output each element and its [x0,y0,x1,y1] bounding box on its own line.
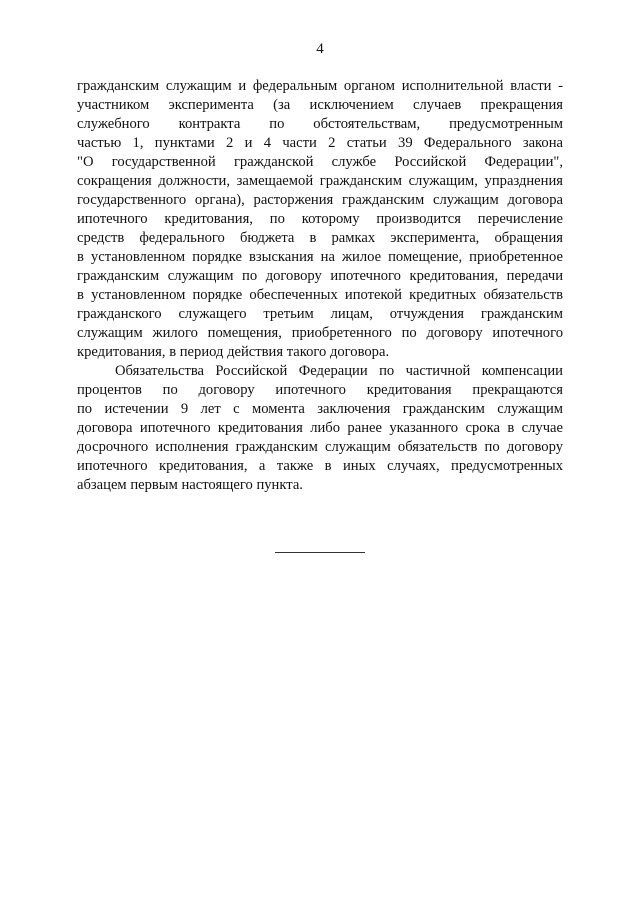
paragraph-line: служебного контракта по обстоятельствам, предусмотренным [77,116,563,132]
paragraph-line: гражданским служащим по договору ипотечного кредитования, передачи [77,268,563,284]
paragraph-line: в установленном порядке взыскания на жилое помещение, приобретенное [77,249,563,265]
paragraph-line-first: Обязательства Российской Федерации по частичной компенсации [115,363,563,379]
paragraph-line: средств федерального бюджета в рамках эксперимента, обращения [77,230,563,246]
paragraph-line: сокращения должности, замещаемой гражданским служащим, упразднения [77,173,563,189]
paragraph-line: ипотечного кредитования, а также в иных случаях, предусмотренных [77,458,563,474]
paragraph-line: государственного органа), расторжения гражданским служащим договора [77,192,563,208]
end-of-document-rule [275,552,365,553]
paragraph-2 [77,362,563,495]
paragraph-line: договора ипотечного кредитования либо ранее указанного срока в случае [77,420,563,436]
document-body [77,77,563,495]
paragraph-line: ипотечного кредитования, по которому производится перечисление [77,211,563,227]
paragraph-line: в установленном порядке обеспеченных ипотекой кредитных обязательств [77,287,563,303]
paragraph-1 [77,77,563,362]
paragraph-line: участником эксперимента (за исключением случаев прекращения [77,97,563,113]
paragraph-line-last: абзацем первым настоящего пункта. [77,477,303,493]
paragraph-line: служащим жилого помещения, приобретенного по договору ипотечного [77,325,563,341]
paragraph-line: "О государственной гражданской службе Российской Федерации", [77,154,563,170]
paragraph-line: частью 1, пунктами 2 и 4 части 2 статьи 39 Федерального закона [77,135,563,151]
paragraph-line: процентов по договору ипотечного кредитования прекращаются [77,382,563,398]
paragraph-line-last: кредитования, в период действия такого договора. [77,344,390,360]
paragraph-line: гражданского служащего третьим лицам, отчуждения гражданским [77,306,563,322]
page-number: 4 [316,41,324,57]
paragraph-line: досрочного исполнения гражданским служащим обязательств по договору [77,439,563,455]
paragraph-line: гражданским служащим и федеральным органом исполнительной власти - [77,78,563,94]
paragraph-line: по истечении 9 лет с момента заключения гражданским служащим [77,401,563,417]
